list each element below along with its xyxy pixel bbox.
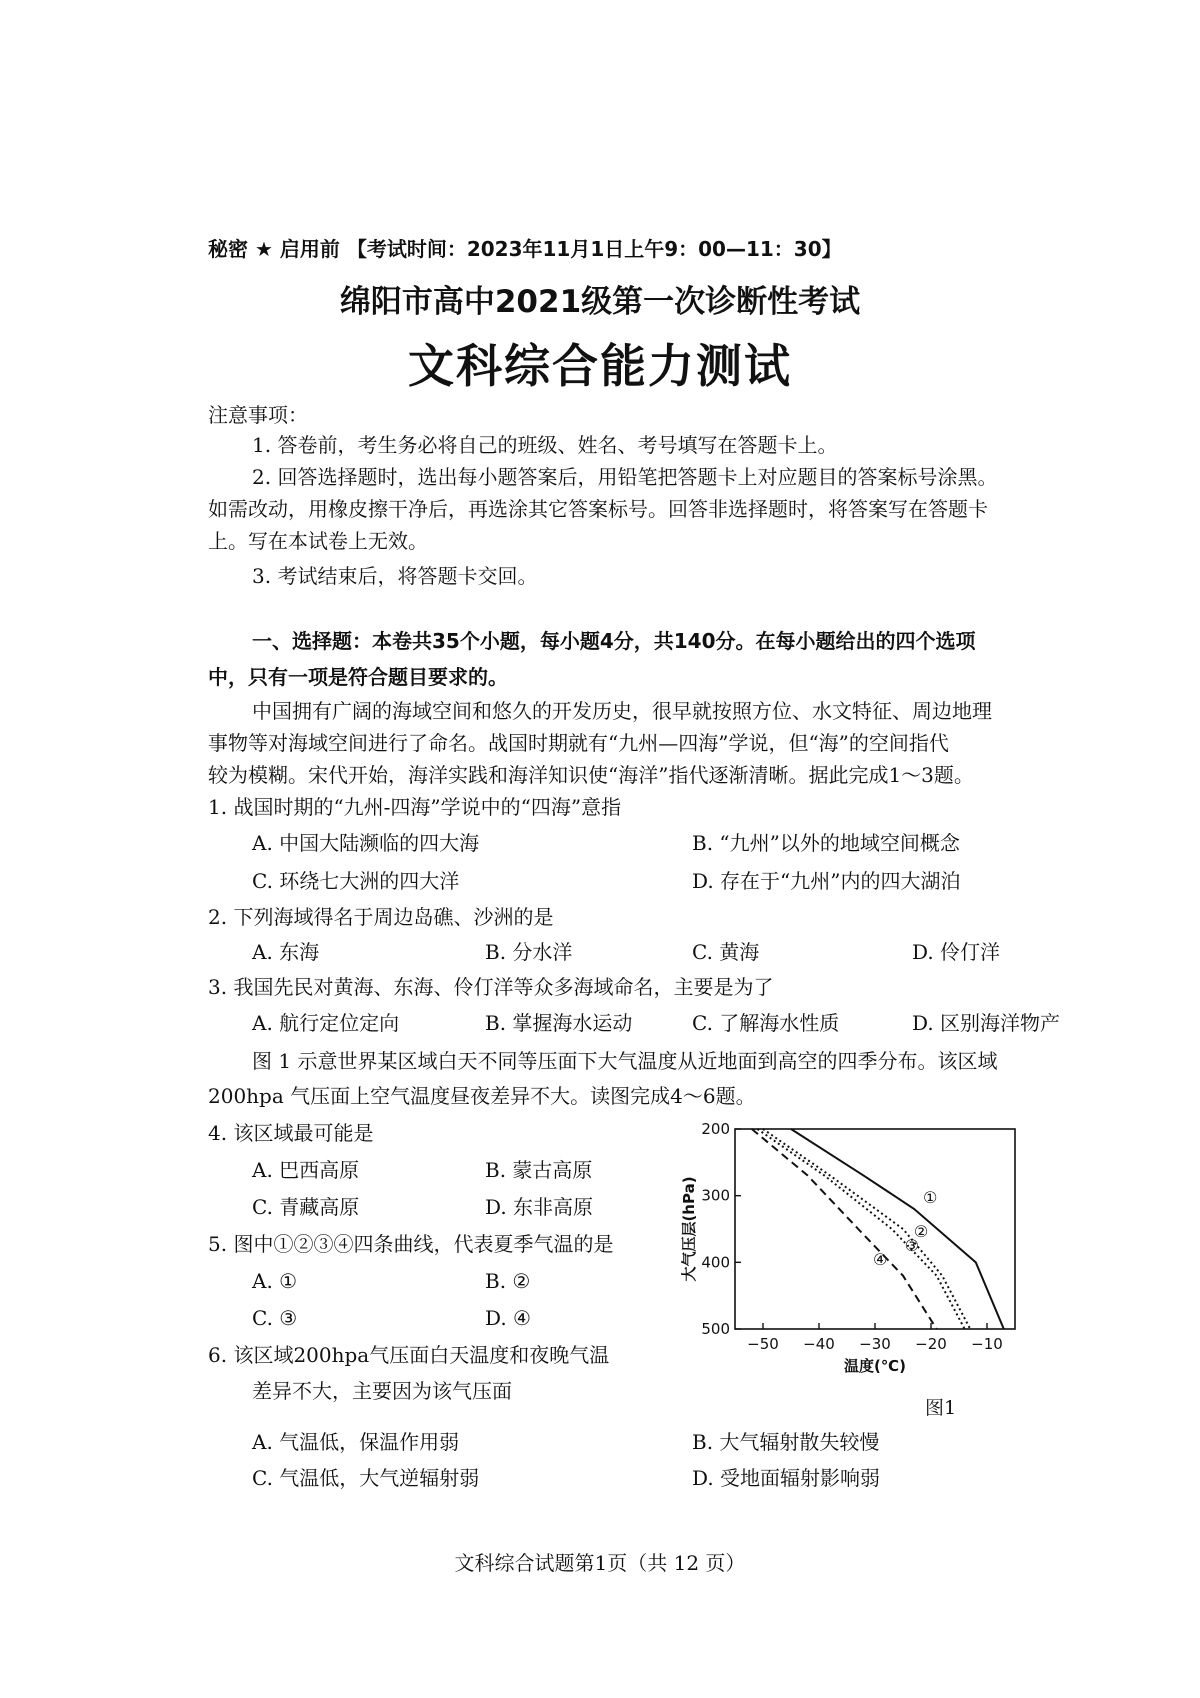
- question-6-stem-line-1: 6. 该区域200hpa气压面白天温度和夜晚气温: [208, 1343, 610, 1367]
- x-axis-label: 温度(℃): [844, 1357, 906, 1375]
- question-1-option-a: A. 中国大陆濒临的四大海: [252, 831, 480, 855]
- notes-item-2-line-1: 2. 回答选择题时，选出每小题答案后，用铅笔把答题卡上对应题目的答案标号涂黑。: [252, 465, 998, 489]
- figure-1-chart: [680, 1115, 1080, 1375]
- figure-caption: 图1: [925, 1397, 957, 1419]
- notes-item-2-line-3: 上。写在本试卷上无效。: [208, 529, 428, 553]
- question-3-option-d: D. 区别海洋物产: [912, 1011, 1061, 1035]
- passage-line-3: 较为模糊。宋代开始，海洋实践和海洋知识使“海洋”指代逐渐清晰。据此完成1～3题。: [208, 763, 974, 787]
- notes-item-2-line-2: 如需改动，用橡皮擦干净后，再选涂其它答案标号。回答非选择题时，将答案写在答题卡: [208, 497, 988, 521]
- question-3-stem: 3. 我国先民对黄海、东海、伶仃洋等众多海域命名，主要是为了: [208, 975, 774, 999]
- question-1-option-c: C. 环绕七大洲的四大洋: [252, 869, 460, 893]
- question-5-stem: 5. 图中①②③④四条曲线，代表夏季气温的是: [208, 1232, 614, 1256]
- question-4-option-a: A. 巴西高原: [252, 1158, 360, 1182]
- question-1-stem: 1. 战国时期的“九州-四海”学说中的“四海”意指: [208, 795, 622, 819]
- question-3-option-c: C. 了解海水性质: [692, 1011, 840, 1035]
- question-3-option-a: A. 航行定位定向: [252, 1011, 400, 1035]
- series-line-4: [752, 1129, 937, 1329]
- x-tick-label: −10: [971, 1335, 1003, 1353]
- series-line-2: [763, 1129, 970, 1329]
- y-tick-label: 500: [701, 1320, 730, 1338]
- question-3-option-b: B. 掌握海水运动: [485, 1011, 633, 1035]
- y-tick-label: 300: [701, 1186, 730, 1205]
- question-2-option-c: C. 黄海: [692, 940, 760, 964]
- question-4-stem: 4. 该区域最可能是: [208, 1121, 374, 1145]
- question-5-option-b: B. ②: [485, 1269, 531, 1293]
- question-6-option-b: B. 大气辐射散失较慢: [692, 1430, 880, 1454]
- x-tick-label: −50: [747, 1335, 779, 1353]
- passage-line-1: 中国拥有广阔的海域空间和悠久的开发历史，很早就按照方位、水文特征、周边地理: [252, 699, 992, 723]
- secret-exam-time-line: 秘密 ★ 启用前 【考试时间：2023年11月1日上午9：00—11：30】: [208, 237, 842, 261]
- notes-item-3: 3. 考试结束后，将答题卡交回。: [252, 564, 538, 588]
- question-4-option-c: C. 青藏高原: [252, 1195, 360, 1219]
- series-line-3: [757, 1129, 964, 1329]
- question-1-option-b: B. “九州”以外的地域空间概念: [692, 831, 960, 855]
- series-label-3: ③: [904, 1236, 919, 1255]
- figure-passage-line-2: 200hpa 气压面上空气温度昼夜差异不大。读图完成4～6题。: [208, 1084, 756, 1108]
- question-1-option-d: D. 存在于“九州”内的四大湖泊: [692, 869, 961, 893]
- question-4-option-d: D. 东非高原: [485, 1195, 594, 1219]
- series-label-2: ②: [913, 1222, 929, 1241]
- question-6-stem-line-2: 差异不大，主要因为该气压面: [252, 1379, 512, 1403]
- series-label-4: ④: [873, 1250, 888, 1269]
- y-tick-label: 200: [701, 1120, 730, 1138]
- question-5-option-a: A. ①: [252, 1269, 298, 1293]
- notes-item-1: 1. 答卷前，考生务必将自己的班级、姓名、考号填写在答题卡上。: [252, 433, 838, 457]
- y-tick-label: 400: [701, 1253, 730, 1272]
- page-footer: 文科综合试题第1页（共 12 页）: [454, 1551, 746, 1575]
- y-axis-label: 大气压层(hPa): [680, 1176, 698, 1282]
- passage-line-2: 事物等对海域空间进行了命名。战国时期就有“九州—四海”学说，但“海”的空间指代: [208, 731, 949, 755]
- series-label-1: ①: [923, 1188, 938, 1207]
- figure-passage-line-1: 图 1 示意世界某区域白天不同等压面下大气温度从近地面到高空的四季分布。该区域: [252, 1049, 998, 1073]
- plot-frame: [735, 1129, 1015, 1329]
- x-tick-label: −40: [803, 1335, 835, 1353]
- section1-heading-line-1: 一、选择题：本卷共35个小题，每小题4分，共140分。在每小题给出的四个选项: [252, 629, 976, 653]
- question-2-option-d: D. 伶仃洋: [912, 940, 1001, 964]
- question-2-option-a: A. 东海: [252, 940, 320, 964]
- series-line-1: [791, 1129, 1004, 1329]
- question-5-option-c: C. ③: [252, 1306, 298, 1330]
- question-2-option-b: B. 分水洋: [485, 940, 573, 964]
- question-6-option-c: C. 气温低，大气逆辐射弱: [252, 1466, 480, 1490]
- question-4-option-b: B. 蒙古高原: [485, 1158, 593, 1182]
- exam-title: 绵阳市高中2021级第一次诊断性考试: [339, 284, 861, 320]
- section1-heading-line-2: 中，只有一项是符合题目要求的。: [208, 665, 508, 689]
- notes-heading: 注意事项：: [208, 403, 308, 427]
- x-tick-label: −30: [859, 1335, 891, 1353]
- subject-title: 文科综合能力测试: [408, 339, 792, 393]
- x-tick-label: −20: [915, 1335, 947, 1353]
- question-5-option-d: D. ④: [485, 1306, 531, 1330]
- question-6-option-a: A. 气温低，保温作用弱: [252, 1430, 460, 1454]
- question-2-stem: 2. 下列海域得名于周边岛礁、沙洲的是: [208, 905, 554, 929]
- question-6-option-d: D. 受地面辐射影响弱: [692, 1466, 881, 1490]
